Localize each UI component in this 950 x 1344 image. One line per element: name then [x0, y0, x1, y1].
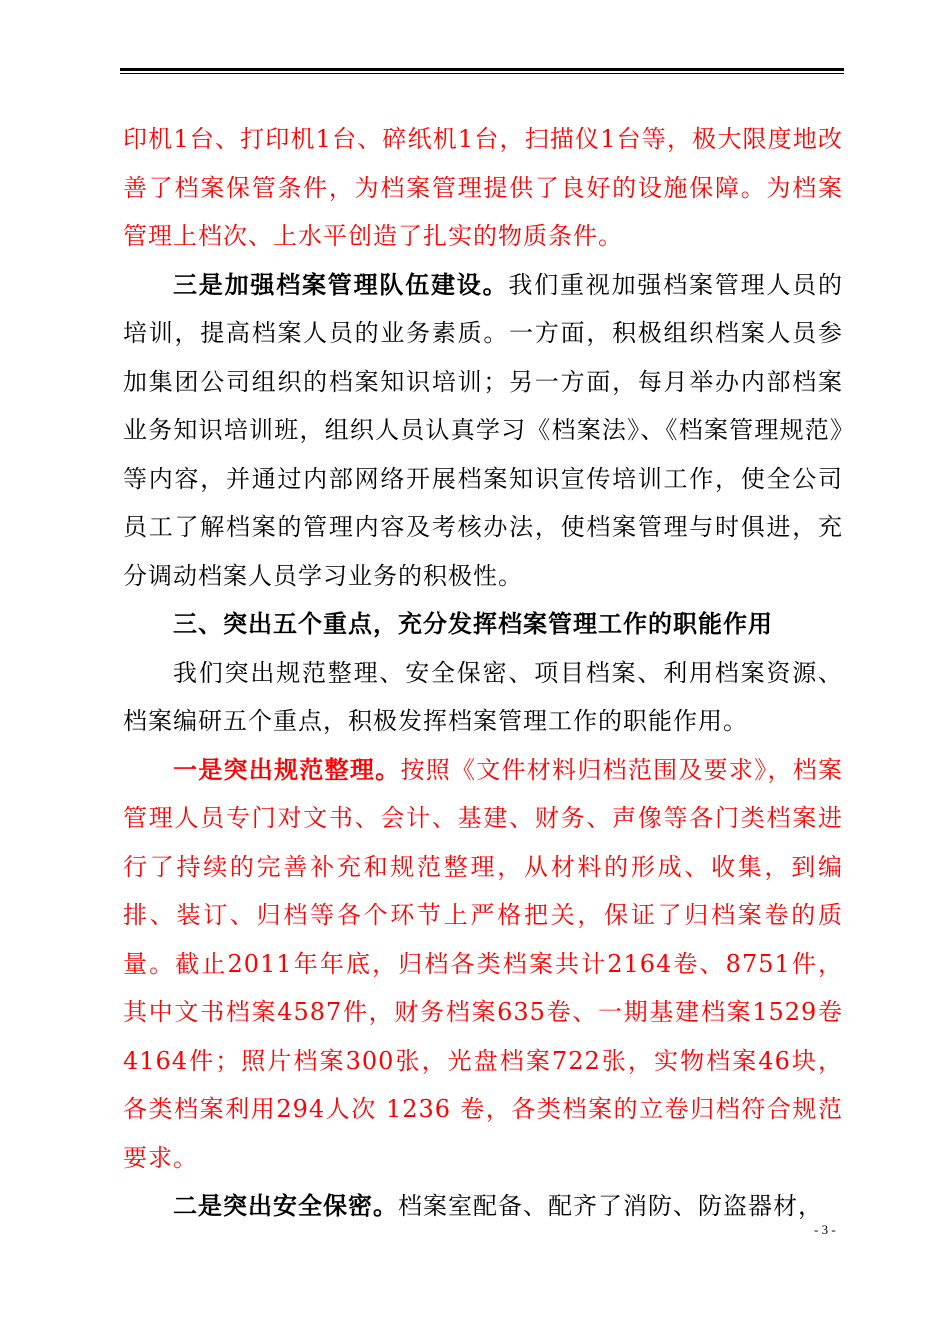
paragraph-equipment — [123, 115, 843, 261]
paragraph-lead: 三是加强档案管理队伍建设。 — [173, 269, 509, 299]
paragraph-five-priorities — [123, 649, 843, 746]
paragraph-text: 按照《文件材料归档范围及要求》，档案管理人员专门对文书、会计、基建、财务、声像等各门类档案进行了持续的完善补充和规范整理，从材料的形成、收集，到编排、装订、归档等各个环节上严格把关，保证了归档案卷的质量。截止2011年年底，归档各类档案共计2164卷、8751件，其中文书档案4587件，财务档案635卷、一期基建档案1529卷4164件；照片档案300张，光盘档案722张，实物档案46块，各类档案利用294人次 1236 卷，各类档案的立卷归档符合规范要求。 — [123, 755, 844, 1172]
paragraph-lead: 一是突出规范整理。 — [173, 754, 401, 784]
paragraph-text: 我们突出规范整理、安全保密、项目档案、利用档案资源、档案编研五个重点，积极发挥档案管理工作的职能作用。 — [123, 658, 843, 735]
page-number: - 3 - — [814, 1222, 836, 1237]
header-rule-thick — [120, 68, 844, 71]
section-heading-text: 三、突出五个重点，充分发挥档案管理工作的职能作用 — [173, 609, 773, 638]
section-heading — [123, 600, 843, 649]
paragraph-standard-arrangement — [123, 746, 843, 1183]
document-body — [123, 115, 843, 1231]
header-rule-thin — [120, 73, 844, 74]
paragraph-text: 档案室配备、配齐了消防、防盗器材， — [398, 1192, 823, 1220]
paragraph-team-building — [123, 261, 843, 601]
paragraph-text: 我们重视加强档案管理人员的培训，提高档案人员的业务素质。一方面，积极组织档案人员参加集团公司组织的档案知识培训；另一方面，每月举办内部档案业务知识培训班，组织人员认真学习《档案法》、《档案管理规范》等内容，并通过内部网络开展档案知识宣传培训工作，使全公司员工了解档案的管理内容及考核办法，使档案管理与时俱进，充分调动档案人员学习业务的积极性。 — [123, 270, 844, 590]
paragraph-text: 印机1台、打印机1台、碎纸机1台，扫描仪1台等，极大限度地改善了档案保管条件，为档案管理提供了良好的设施保障。为档案管理上档次、上水平创造了扎实的物质条件。 — [123, 125, 843, 250]
paragraph-lead: 二是突出安全保密。 — [173, 1191, 398, 1220]
paragraph-security — [123, 1182, 843, 1231]
